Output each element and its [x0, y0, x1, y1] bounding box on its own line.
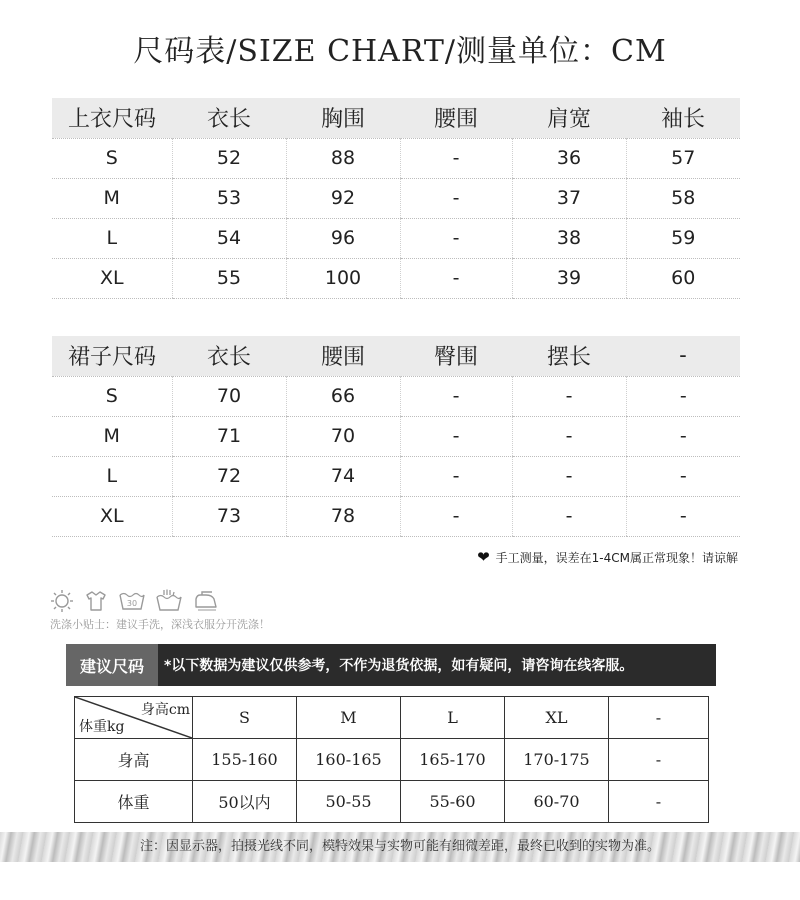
row-header: 身高 — [75, 739, 193, 781]
suggested-size-label: 建议尺码 — [66, 644, 158, 686]
hand-wash-icon — [155, 589, 183, 613]
table-cell: 160-165 — [297, 739, 401, 781]
table-cell: 57 — [626, 138, 740, 178]
table-row — [52, 496, 740, 536]
column-header: XL — [505, 697, 609, 739]
corner-height-label: 身高cm — [140, 702, 190, 718]
table-cell: - — [400, 178, 512, 218]
column-header: - — [626, 336, 740, 376]
column-header: 上衣尺码 — [52, 98, 172, 138]
corner-weight-label: 体重kg — [79, 719, 125, 735]
table-cell: 155-160 — [193, 739, 297, 781]
suggested-size-disclaimer: *以下数据为建议仅供参考，不作为退货依据，如有疑问，请咨询在线客服。 — [164, 658, 634, 674]
table-cell: 52 — [172, 138, 286, 178]
table-cell: 78 — [286, 496, 400, 536]
table-row — [52, 416, 740, 456]
corner-header-cell — [75, 697, 193, 739]
table-cell: 54 — [172, 218, 286, 258]
table-cell: 165-170 — [401, 739, 505, 781]
column-header: L — [401, 697, 505, 739]
table-row — [52, 258, 740, 298]
table-cell: 92 — [286, 178, 400, 218]
table-cell: - — [609, 781, 709, 823]
measurement-note-text: 手工测量，误差在1-4CM属正常现象！请谅解 — [495, 550, 738, 565]
table-cell: - — [512, 416, 626, 456]
footer-disclaimer — [0, 832, 800, 862]
table-cell: 59 — [626, 218, 740, 258]
top-size-table — [52, 98, 740, 299]
table-cell: - — [400, 376, 512, 416]
table-row — [52, 456, 740, 496]
table-cell: - — [626, 376, 740, 416]
column-header: - — [609, 697, 709, 739]
table-cell: 37 — [512, 178, 626, 218]
table-cell: - — [512, 376, 626, 416]
footer-disclaimer-text: 注：因显示器，拍摄光线不同，模特效果与实物可能有细微差距，最终已收到的实物为准。 — [139, 839, 660, 854]
table-cell: 58 — [626, 178, 740, 218]
table-cell: M — [52, 178, 172, 218]
column-header: 肩宽 — [512, 98, 626, 138]
table-cell: L — [52, 218, 172, 258]
table-cell: M — [52, 416, 172, 456]
column-header: M — [297, 697, 401, 739]
skirt-table-header-row — [52, 336, 740, 376]
table-cell: - — [626, 416, 740, 456]
column-header: 袖长 — [626, 98, 740, 138]
table-cell: L — [52, 456, 172, 496]
column-header: S — [193, 697, 297, 739]
table-cell: 36 — [512, 138, 626, 178]
table-row — [52, 178, 740, 218]
table-row — [52, 218, 740, 258]
row-header: 体重 — [75, 781, 193, 823]
table-cell: 170-175 — [505, 739, 609, 781]
top-table-header-row — [52, 98, 740, 138]
measurement-note — [477, 548, 738, 566]
wash-temp-label: 30 — [126, 599, 138, 608]
heart-icon: ❤ — [477, 548, 490, 566]
iron-icon — [192, 589, 220, 613]
table-cell: 96 — [286, 218, 400, 258]
table-cell: - — [400, 218, 512, 258]
table-cell: 50以内 — [193, 781, 297, 823]
table-row — [75, 781, 709, 823]
wash-tip: 洗涤小贴士：建议手洗，深浅衣服分开洗涤！ — [50, 618, 270, 631]
table-cell: 50-55 — [297, 781, 401, 823]
column-header: 衣长 — [172, 336, 286, 376]
column-header: 裙子尺码 — [52, 336, 172, 376]
table-cell: 71 — [172, 416, 286, 456]
table-cell: 39 — [512, 258, 626, 298]
table-row — [52, 376, 740, 416]
table-cell: - — [400, 258, 512, 298]
table-row — [75, 739, 709, 781]
table-row — [52, 138, 740, 178]
column-header: 腰围 — [400, 98, 512, 138]
table-cell: - — [512, 456, 626, 496]
table-cell: - — [400, 456, 512, 496]
table-cell: - — [626, 496, 740, 536]
table-cell: 88 — [286, 138, 400, 178]
column-header: 胸围 — [286, 98, 400, 138]
table-cell: - — [609, 739, 709, 781]
table-cell: 66 — [286, 376, 400, 416]
table-cell: 100 — [286, 258, 400, 298]
column-header: 衣长 — [172, 98, 286, 138]
sun-dry-icon — [50, 589, 74, 613]
table-cell: S — [52, 138, 172, 178]
page-title: 尺码表/SIZE CHART/测量单位：CM — [133, 34, 667, 69]
table-cell: - — [626, 456, 740, 496]
skirt-size-table — [52, 336, 740, 537]
column-header: 腰围 — [286, 336, 400, 376]
hang-dry-icon — [83, 589, 109, 613]
table-cell: 73 — [172, 496, 286, 536]
table-cell: - — [400, 138, 512, 178]
table-cell: - — [400, 496, 512, 536]
table-cell: 53 — [172, 178, 286, 218]
table-cell: 70 — [172, 376, 286, 416]
column-header: 摆长 — [512, 336, 626, 376]
table-cell: 55 — [172, 258, 286, 298]
table-cell: 70 — [286, 416, 400, 456]
table-cell: XL — [52, 496, 172, 536]
wash-care-icons — [50, 589, 220, 613]
table-cell: 60 — [626, 258, 740, 298]
table-cell: 60-70 — [505, 781, 609, 823]
table-cell: S — [52, 376, 172, 416]
column-header: 臀围 — [400, 336, 512, 376]
table-cell: 74 — [286, 456, 400, 496]
table-cell: 55-60 — [401, 781, 505, 823]
suggested-size-table — [74, 696, 709, 823]
wash-30-icon — [118, 589, 146, 613]
table-cell: XL — [52, 258, 172, 298]
suggested-size-banner — [66, 644, 716, 686]
table-cell: - — [400, 416, 512, 456]
suggested-size-header-row — [75, 697, 709, 739]
table-cell: 38 — [512, 218, 626, 258]
table-cell: - — [512, 496, 626, 536]
table-cell: 72 — [172, 456, 286, 496]
